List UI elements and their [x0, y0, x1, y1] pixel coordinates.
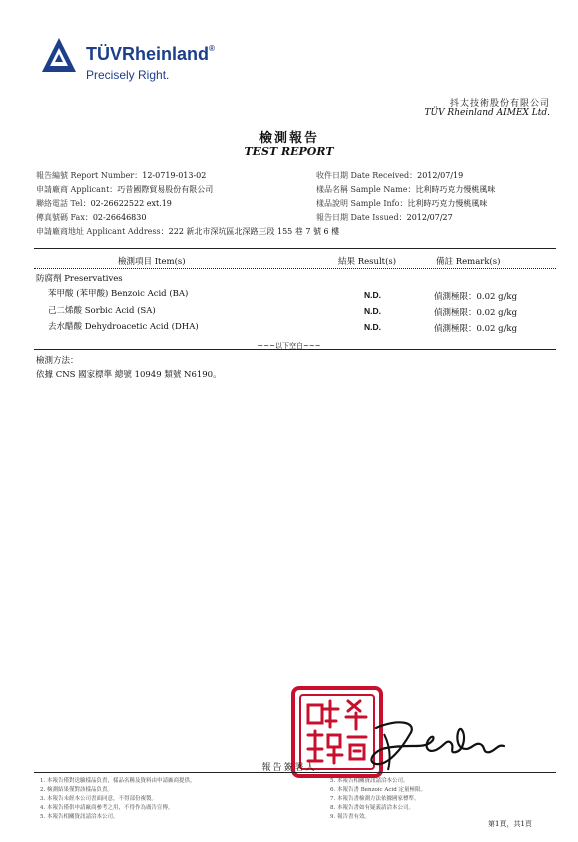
info-value: 12-0719-013-02: [142, 171, 207, 180]
info-label: 收件日期 Date Received: [316, 171, 410, 180]
footnote-left: 5. 本報告相關資訊請洽本公司。: [40, 814, 119, 820]
table-row-item: 去水醋酸 Dehydroacetic Acid (DHA): [48, 322, 199, 332]
brand-name: [86, 44, 215, 65]
info-value: 222 新北市深坑區北深路三段 155 巷 7 號 6 樓: [168, 227, 340, 236]
info-label: 傳真號碼 Fax: [36, 213, 85, 222]
signer-label: 報告簽署人: [261, 763, 317, 773]
info-applicant: 申請廠商 Applicant：巧昔國際貿易股份有限公司: [36, 185, 214, 194]
info-label: 樣品名稱 Sample Name: [316, 185, 408, 194]
info-value: 2012/07/27: [406, 213, 453, 222]
method-text: 依據 CNS 國家標準 總號 10949 類號 N6190。: [36, 370, 222, 380]
table-row-remark: 偵測極限：0.02 g/kg: [434, 292, 518, 302]
registered-mark: ®: [209, 44, 215, 53]
tuv-triangle-logo-icon: [40, 36, 78, 74]
footnote-left: 3. 本報告未經本公司書面同意，不得部份複製。: [40, 796, 157, 802]
page-number: 第1頁，共1頁: [488, 820, 532, 828]
table-header-rule: [34, 268, 556, 269]
footnote-left: 1. 本報告僅對送驗樣品負責，樣品名稱及資料由申請廠商提供。: [40, 778, 196, 784]
table-row-item: 己二烯酸 Sorbic Acid (SA): [48, 306, 156, 316]
info-value: 比利時巧克力慢桃風味: [415, 185, 496, 194]
company-name-zh: 抖太技術股份有限公司: [449, 99, 550, 109]
table-row-remark: 偵測極限：0.02 g/kg: [434, 308, 518, 318]
info-value: 比利時巧克力慢桃風味: [407, 199, 488, 208]
report-title-zh: 檢測報告: [258, 131, 319, 146]
info-date-issued: 報告日期 Date Issued：2012/07/27: [316, 213, 453, 222]
info-value: 02-26622522 ext.19: [90, 199, 172, 208]
info-value: 02-26646830: [92, 213, 147, 222]
info-address: 申請廠商地址 Applicant Address：222 新北市深坑區北深路三段 155 巷 7 號 6 樓: [36, 227, 340, 236]
column-header-item: 檢測項目 Item(s): [118, 257, 186, 267]
brand-tagline: Precisely Right.: [86, 68, 170, 82]
info-value: 巧昔國際貿易股份有限公司: [117, 185, 214, 194]
method-heading: 檢測方法：: [36, 356, 79, 366]
info-label: 樣品說明 Sample Info: [316, 199, 400, 208]
footnote-right: 9. 報告書有效。: [330, 814, 370, 820]
info-value: 2012/07/19: [417, 171, 464, 180]
end-of-results-mark: ~~~以下空白~~~: [257, 342, 321, 350]
table-group-label: 防腐劑 Preservatives: [36, 274, 123, 284]
info-label: 聯絡電話 Tel: [36, 199, 83, 208]
table-row-result: N.D.: [364, 306, 381, 316]
brand-text: TÜVRheinland: [86, 44, 210, 64]
info-fax: 傳真號碼 Fax：02-26646830: [36, 213, 147, 222]
table-row-item: 苯甲酸 (苯甲酸) Benzoic Acid (BA): [48, 289, 189, 299]
info-sample-name: 樣品名稱 Sample Name：比利時巧克力慢桃風味: [316, 185, 496, 194]
footnote-right: 7. 本報告書檢測方法依據國家標準。: [330, 796, 420, 802]
table-top-rule: [34, 248, 556, 249]
column-header-result: 結果 Result(s): [338, 257, 397, 267]
table-row-remark: 偵測極限：0.02 g/kg: [434, 324, 518, 334]
info-label: 申請廠商 Applicant: [36, 185, 110, 194]
footnote-right: 5. 本報告相關資訊請洽本公司。: [330, 778, 409, 784]
info-tel: 聯絡電話 Tel：02-26622522 ext.19: [36, 199, 172, 208]
table-row-result: N.D.: [364, 290, 381, 300]
footnote-right: 8. 本報告書如有疑義請洽本公司。: [330, 805, 414, 811]
footnote-left: 2. 檢測結果僅對該樣品負責。: [40, 787, 113, 793]
info-label: 報告日期 Date Issued: [316, 213, 399, 222]
info-date-received: 收件日期 Date Received：2012/07/19: [316, 171, 464, 180]
table-row-result: N.D.: [364, 322, 381, 332]
table-bottom-rule: [34, 349, 556, 350]
info-sample-info: 樣品說明 Sample Info：比利時巧克力慢桃風味: [316, 199, 488, 208]
info-label: 報告編號 Report Number: [36, 171, 135, 180]
footer-rule: [34, 772, 556, 773]
footnote-left: 4. 本報告僅供申請廠商參考之用，不得作為廣告宣傳。: [40, 805, 174, 811]
column-header-remark: 備註 Remark(s): [436, 257, 501, 267]
company-name-en: TÜV Rheinland AIMEX Ltd.: [424, 108, 550, 118]
info-label: 申請廠商地址 Applicant Address: [36, 227, 161, 236]
footnote-right: 6. 本報告書 Benzoic Acid 定量極限。: [330, 787, 426, 793]
info-report-number: 報告編號 Report Number：12-0719-013-02: [36, 171, 207, 180]
report-title-en: TEST REPORT: [244, 145, 334, 158]
